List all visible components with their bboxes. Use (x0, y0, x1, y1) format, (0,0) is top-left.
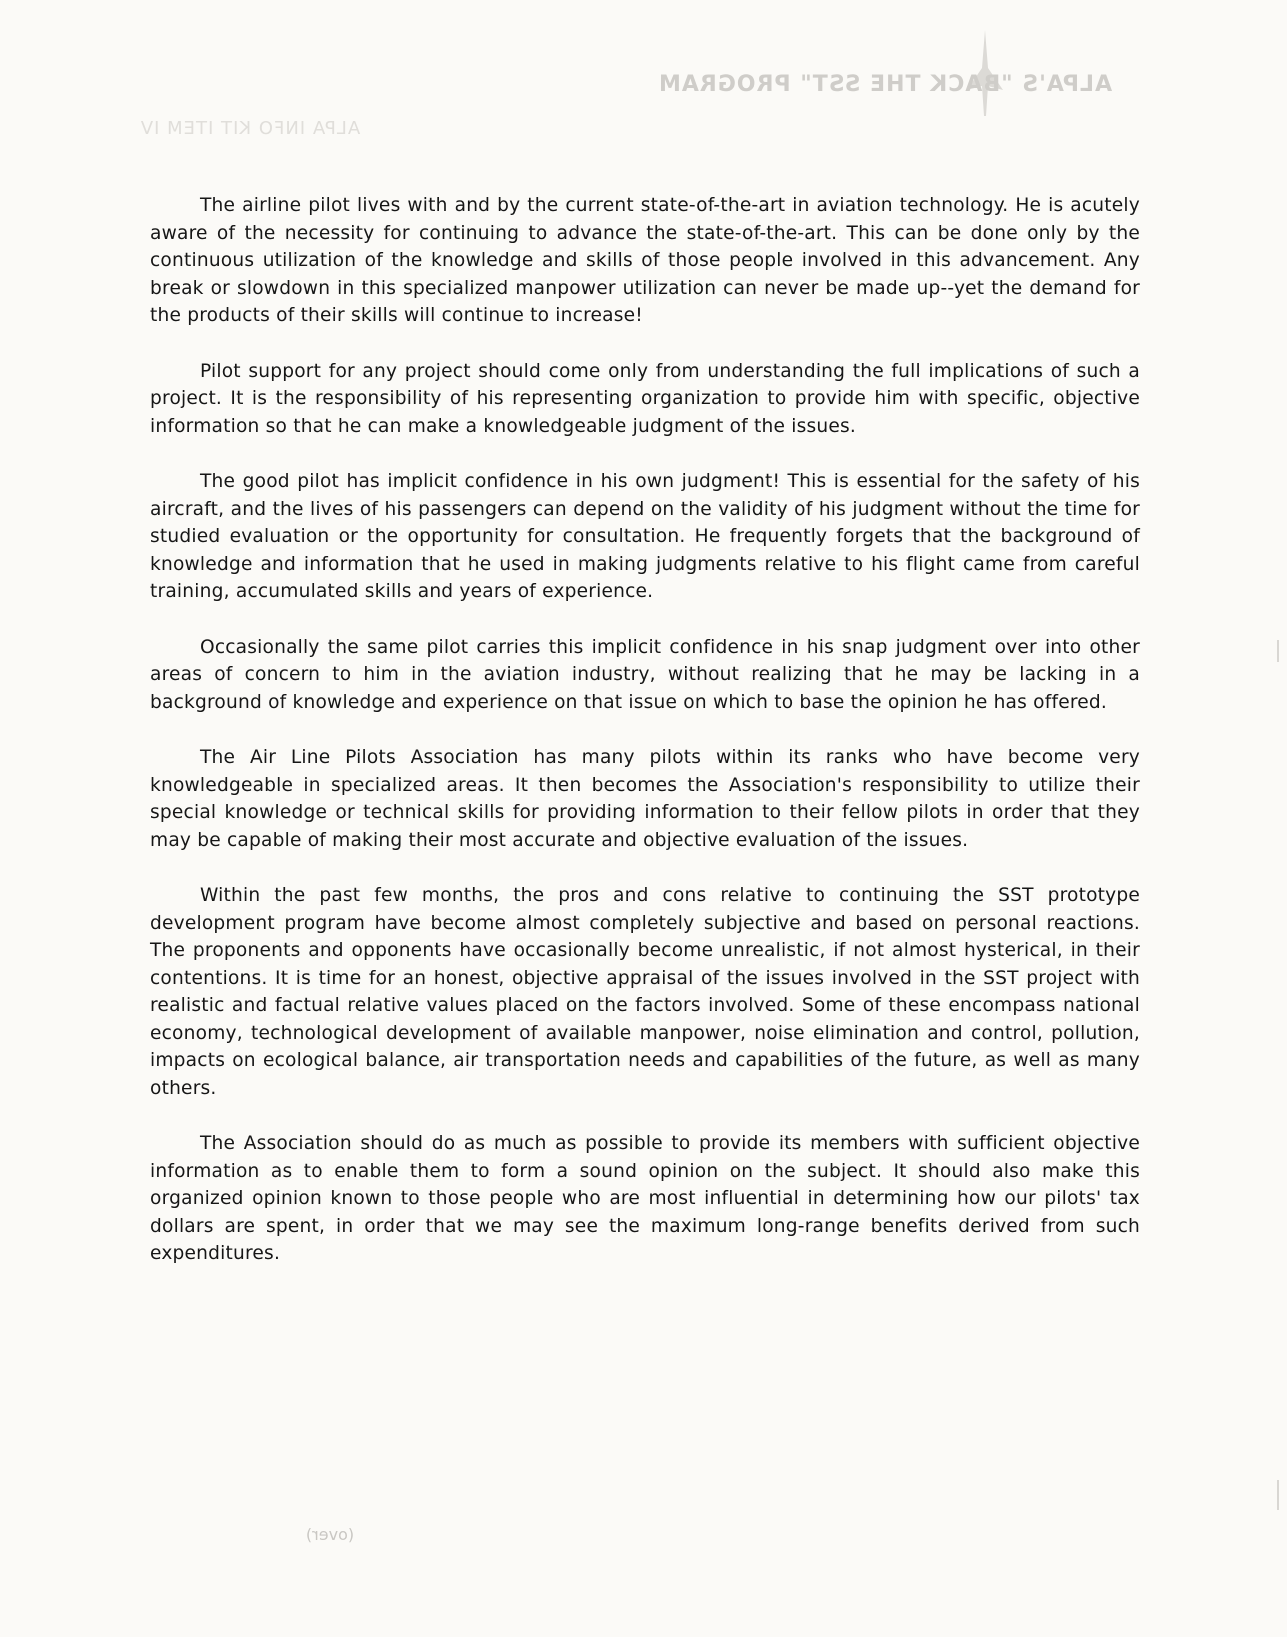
paragraph-good-pilot-judgment: The good pilot has implicit confidence in his own judgment! This is essential for the safety of his aircraft, and the lives of his passengers can depend on the validity of his judgment without the time for studied evaluation or the opportunity for consultation. He frequently forgets that the background of knowledge and information that he used in making judgments relative to his flight came from careful training, accumulated skills and years of experience. (150, 471, 1140, 602)
paragraph-snap-judgment: Occasionally the same pilot carries this implicit confidence in his snap judgment over into other areas of concern to him in the aviation industry, without realizing that he may be lacking in a background of knowledge and experience on that issue on which to base the opinion he has offered. (150, 636, 1140, 713)
paragraph-state-of-the-art: The airline pilot lives with and by the current state-of-the-art in aviation technology. He is acutely aware of the necessity for continuing to advance the state-of-the-art. This can be done only by the continuous utilization of the knowledge and skills of those people involved in this advancement. Any break or slowdown in this specialized manpower utilization can never be made up--yet the demand for the products of their skills will continue to increase! (150, 195, 1140, 326)
paragraph-pilot-support: Pilot support for any project should come only from understanding the full implications of such a project. It is the responsibility of his representing organization to provide him with specific, objective information so that he can make a knowledgeable judgment of the issues. (150, 360, 1140, 437)
paragraph-association-should: The Association should do as much as possible to provide its members with sufficient objective information as to enable them to form a sound opinion on the subject. It should also make this organized opinion known to those people who are most influential in determining how our pilots' tax dollars are spent, in order that we may see the maximum long-range benefits derived from such expenditures. (150, 1133, 1140, 1264)
paragraph-association-responsibility: The Air Line Pilots Association has many pilots within its ranks who have become very knowledgeable in specialized areas. It then becomes the Association's responsibility to utilize their special knowledge or technical skills for providing information to their fellow pilots in order that they may be capable of making their most accurate and objective evaluation of the issues. (150, 747, 1140, 851)
bleed-through-over-label: (over) (305, 1525, 355, 1544)
paragraph-sst-pros-cons: Within the past few months, the pros and cons relative to continuing the SST prototype development program have become almost completely subjective and based on personal reactions. The proponents and opponents have occasionally become unrealistic, if not almost hysterical, in their contentions. It is time for an honest, objective appraisal of the issues involved in the SST project with realistic and factual relative values placed on the factors involved. Some of these encompass national economy, technological development of available manpower, noise elimination and control, pollution, impacts on ecological balance, air transportation needs and capabilities of the future, as well as many others. (150, 885, 1140, 1099)
bleed-through-subheader: ALPA INFO KIT ITEM IV (139, 118, 361, 139)
edge-mark (1277, 640, 1279, 662)
edge-mark (1277, 1480, 1279, 1510)
document-body (150, 192, 1140, 1296)
bleed-through-header: ALPA'S "BACK THE SST" PROGRAM (657, 72, 1113, 97)
